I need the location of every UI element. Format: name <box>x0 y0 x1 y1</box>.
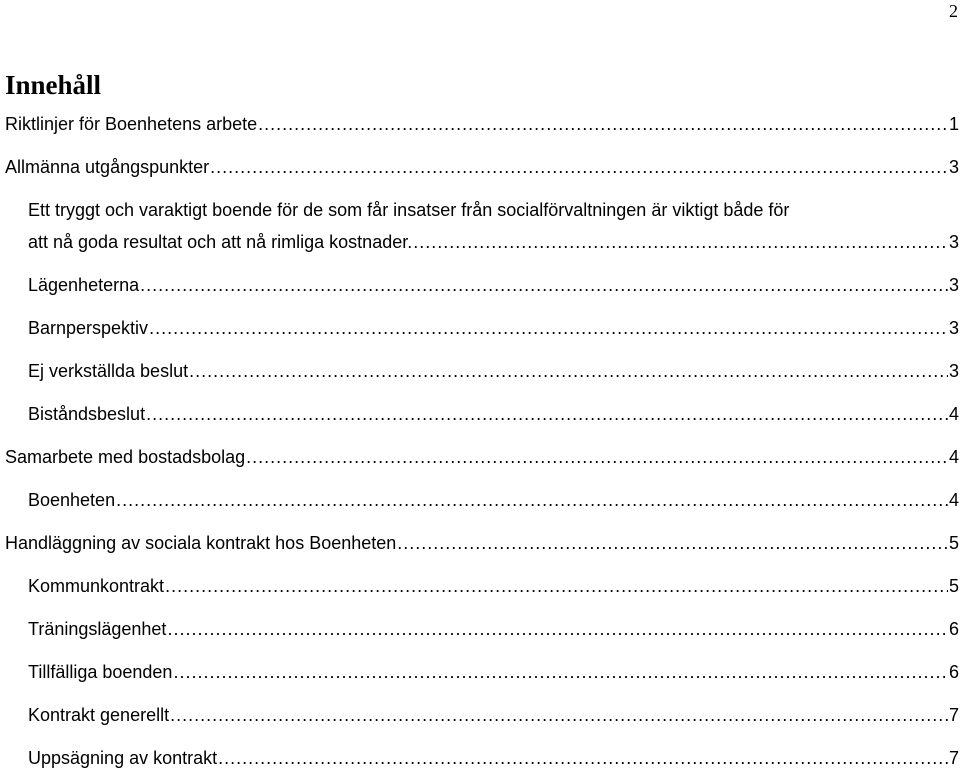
toc-entry-page: 6 <box>948 662 959 682</box>
dot-leader <box>413 231 948 253</box>
toc-entry-label: Uppsägning av kontrakt <box>28 748 218 768</box>
toc-entry-page: 3 <box>948 275 959 295</box>
toc-entry-traningslagenhet[interactable] <box>28 618 959 640</box>
toc-entry-allmanna[interactable] <box>5 156 959 178</box>
dot-leader <box>170 704 948 726</box>
toc-entry-tillfalliga-boenden[interactable] <box>28 661 959 683</box>
toc-entry-page: 4 <box>948 490 959 510</box>
toc-entry-tryggt-boende-line1[interactable] <box>28 199 959 221</box>
dot-leader <box>116 489 948 511</box>
dot-leader <box>258 113 948 135</box>
toc-entry-uppsagning[interactable] <box>28 747 959 769</box>
toc-entry-boenheten[interactable] <box>28 489 959 511</box>
toc-entry-ej-verkstallda[interactable] <box>28 360 959 382</box>
toc-entry-page: 7 <box>948 748 959 768</box>
toc-entry-label: Riktlinjer för Boenhetens arbete <box>5 114 258 134</box>
toc-entry-page: 5 <box>948 576 959 596</box>
dot-leader <box>246 446 948 468</box>
dot-leader <box>189 360 948 382</box>
toc-entry-tryggt-boende[interactable] <box>28 231 959 253</box>
toc-entry-page: 6 <box>948 619 959 639</box>
toc-entry-label: Ej verkställda beslut <box>28 361 189 381</box>
toc-entry-label: Samarbete med bostadsbolag <box>5 447 246 467</box>
toc-entry-bistandsbeslut[interactable] <box>28 403 959 425</box>
dot-leader <box>146 403 948 425</box>
toc-entry-page: 1 <box>948 114 959 134</box>
dot-leader <box>173 661 948 683</box>
toc-entry-lagenheterna[interactable] <box>28 274 959 296</box>
toc-entry-label: Boenheten <box>28 490 116 510</box>
dot-leader <box>149 317 948 339</box>
toc-entry-label: Träningslägenhet <box>28 619 167 639</box>
toc-entry-kontrakt-generellt[interactable] <box>28 704 959 726</box>
toc-entry-kommunkontrakt[interactable] <box>28 575 959 597</box>
toc-entry-page: 4 <box>948 404 959 424</box>
toc-entry-label: Kontrakt generellt <box>28 705 170 725</box>
toc-entry-label: Allmänna utgångspunkter <box>5 157 210 177</box>
toc-entry-handlaggning[interactable] <box>5 532 959 554</box>
toc-entry-page: 5 <box>948 533 959 553</box>
toc-entry-barnperspektiv[interactable] <box>28 317 959 339</box>
dot-leader <box>165 575 948 597</box>
dot-leader <box>218 747 948 769</box>
toc-entry-samarbete[interactable] <box>5 446 959 468</box>
toc-entry-page: 3 <box>948 157 959 177</box>
toc-entry-page: 3 <box>948 232 959 252</box>
toc-entry-label: Barnperspektiv <box>28 318 149 338</box>
toc-entry-label: Handläggning av sociala kontrakt hos Boenheten <box>5 533 397 553</box>
toc-entry-label: Biståndsbeslut <box>28 404 146 424</box>
toc-entry-label: Tillfälliga boenden <box>28 662 173 682</box>
toc-entry-label: att nå goda resultat och att nå rimliga kostnader. <box>28 232 413 252</box>
page-number: 2 <box>949 1 958 21</box>
toc-title: Innehåll <box>5 70 102 100</box>
toc-entry-label-line1: Ett tryggt och varaktigt boende för de som får insatser från socialförvaltningen är viktigt både för <box>28 200 790 220</box>
toc-entry-page: 7 <box>948 705 959 725</box>
dot-leader <box>210 156 948 178</box>
dot-leader <box>397 532 948 554</box>
toc-entry-riktlinjer[interactable] <box>5 113 959 135</box>
toc-entry-label: Lägenheterna <box>28 275 140 295</box>
toc-entry-page: 4 <box>948 447 959 467</box>
dot-leader <box>140 274 948 296</box>
toc-entry-page: 3 <box>948 318 959 338</box>
toc-entry-page: 3 <box>948 361 959 381</box>
toc-entry-label: Kommunkontrakt <box>28 576 165 596</box>
dot-leader <box>167 618 948 640</box>
